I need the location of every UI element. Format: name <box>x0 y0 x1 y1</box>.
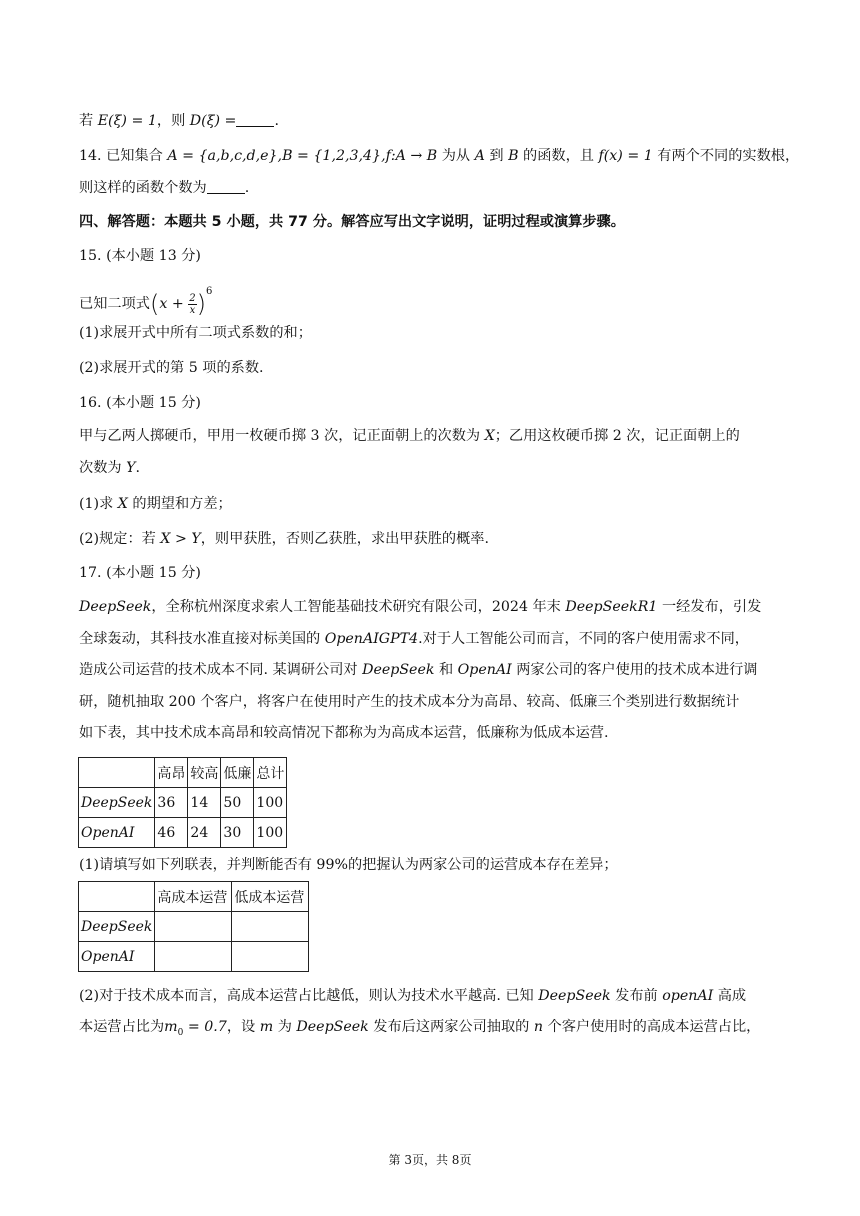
answer-blank <box>207 179 245 194</box>
math-variance: D(ξ) = <box>189 113 237 129</box>
table-row <box>79 818 287 848</box>
text: 为 <box>273 1019 297 1035</box>
table-header-cell: 低成本运营 <box>232 882 309 912</box>
text: 个客户使用时的高成本运营占比， <box>543 1019 761 1035</box>
section-four-heading: 四、解答题：本题共 5 小题，共 77 分。解答应写出文字说明，证明过程或演算步骤。 <box>79 214 625 230</box>
q17-line-3 <box>79 660 789 680</box>
text: 则这样的函数个数为 <box>79 180 207 196</box>
q15-part-1: (1)求展开式中所有二项式系数的和； <box>79 325 312 341</box>
table-row <box>79 942 309 972</box>
math-sets: A = {a,b,c,d,e},B = {1,2,3,4},f:A → B <box>167 148 438 164</box>
text: . <box>274 113 279 129</box>
q15-part-2: (2)求展开式的第 5 项的系数. <box>79 360 264 376</box>
text: 已知二项式 <box>79 296 150 312</box>
q17-part-2-line-1 <box>79 986 789 1006</box>
text: ，全称杭州深度求索人工智能基础技术研究有限公司，2024 年末 <box>151 599 566 615</box>
math-deepseekr1: DeepSeekR1 <box>565 599 658 615</box>
table-cell-empty <box>155 912 232 942</box>
q16-line-2 <box>79 458 789 478</box>
q13-tail-line <box>79 111 789 131</box>
text: 为从 <box>437 148 475 164</box>
math-B: B <box>508 148 519 164</box>
math-f: f(x) = 1 <box>598 148 653 164</box>
table-header-cell: 较高 <box>188 758 221 788</box>
q14-line-2 <box>79 178 789 198</box>
q16-line-1 <box>79 426 789 446</box>
text: ；乙用这枚硬币掷 2 次，记正面朝上的 <box>494 428 740 444</box>
math-A: A <box>474 148 485 164</box>
math-openai: openAI <box>662 988 714 1004</box>
table-cell: 14 <box>188 788 221 818</box>
math-n: n <box>533 1019 543 1035</box>
q16-part-2 <box>79 529 789 549</box>
q15-binomial-line <box>79 276 789 318</box>
contingency-table <box>78 881 309 972</box>
text: 发布后这两家公司抽取的 <box>368 1019 534 1035</box>
paren-close: ) <box>196 290 206 318</box>
text: 的期望和方差； <box>127 496 232 512</box>
q16-part-1 <box>79 494 789 514</box>
text: ，则 <box>156 113 190 129</box>
table-cell: 100 <box>254 788 287 818</box>
math-openaigpt4: OpenAIGPT4 <box>324 631 419 647</box>
text: 到 <box>484 148 509 164</box>
paren-open: ( <box>149 290 160 318</box>
q15-heading: 15. (本小题 13 分) <box>79 248 201 264</box>
table-cell: 100 <box>254 818 287 848</box>
text: 的函数，且 <box>518 148 599 164</box>
text: 14. 已知集合 <box>79 148 168 164</box>
table-cell: 46 <box>155 818 188 848</box>
table-cell-empty <box>155 942 232 972</box>
text: 发布前 <box>610 988 663 1004</box>
text: 和 <box>434 662 458 678</box>
math-deepseek: DeepSeek <box>79 599 152 615</box>
text: ，设 <box>226 1019 260 1035</box>
table-header-cell: 低廉 <box>221 758 254 788</box>
math-X: X <box>117 496 128 512</box>
text: 若 <box>79 113 98 129</box>
page-footer: 第 3页，共 8页 <box>388 1153 472 1167</box>
table-cell: 30 <box>221 818 254 848</box>
text: . <box>135 460 140 476</box>
text: 高成 <box>713 988 747 1004</box>
table-cell: 36 <box>155 788 188 818</box>
table-cell-empty <box>232 912 309 942</box>
table-cell: OpenAI <box>79 818 155 848</box>
math-deepseek: DeepSeek <box>296 1019 369 1035</box>
table-header-cell: 高成本运营 <box>155 882 232 912</box>
text: 有两个不同的实数根， <box>652 148 800 164</box>
table-cell <box>79 882 155 912</box>
table-cell: 24 <box>188 818 221 848</box>
math-m0: m <box>164 1019 178 1035</box>
q17-heading: 17. (本小题 15 分) <box>79 565 201 581</box>
text: 全球轰动，其科技水准直接对标美国的 <box>79 631 325 647</box>
exponent: 6 <box>206 286 213 297</box>
fraction-denominator: x <box>189 304 196 316</box>
q16-heading: 16. (本小题 15 分) <box>79 395 201 411</box>
table-cell: DeepSeek <box>79 788 155 818</box>
text: .对于人工智能公司而言，不同的客户使用需求不同， <box>418 631 749 647</box>
q17-part-1: (1)请填写如下列联表，并判断能否有 99%的把握认为两家公司的运营成本存在差异； <box>79 857 618 873</box>
text: (2)规定：若 <box>79 531 161 547</box>
q14-line-1 <box>79 146 800 166</box>
q17-line-4: 研，随机抽取 200 个客户，将客户在使用时产生的技术成本分为高昂、较高、低廉三个类别进行数据统计 <box>79 694 740 710</box>
table-header-cell: 总计 <box>254 758 287 788</box>
table-header-row <box>79 882 309 912</box>
math-deepseek: DeepSeek <box>362 662 435 678</box>
table-header-row <box>79 758 287 788</box>
text: ，则甲获胜，否则乙获胜，求出甲获胜的概率. <box>200 531 489 547</box>
answer-blank <box>236 112 274 127</box>
text: 本运营占比为 <box>79 1019 165 1035</box>
table-cell <box>79 758 155 788</box>
text: 两家公司的客户使用的技术成本进行调 <box>511 662 758 678</box>
fraction-numerator: 2 <box>189 292 196 304</box>
text: 造成公司运营的技术成本不同. 某调研公司对 <box>79 662 363 678</box>
math-value: = 0.7 <box>183 1019 227 1035</box>
table-row <box>79 788 287 818</box>
text: 次数为 <box>79 460 127 476</box>
math-openai: OpenAI <box>457 662 512 678</box>
table-row <box>79 912 309 942</box>
q17-part-2-line-2 <box>79 1017 789 1043</box>
cost-table <box>78 757 287 848</box>
table-cell: 50 <box>221 788 254 818</box>
table-cell: DeepSeek <box>79 912 155 942</box>
fraction <box>188 293 196 316</box>
math-expectation: E(ξ) = 1 <box>97 113 157 129</box>
math-X: X <box>484 428 495 444</box>
q17-line-1 <box>79 597 789 617</box>
math-Y: Y <box>126 460 136 476</box>
table-cell-empty <box>232 942 309 972</box>
table-cell: OpenAI <box>79 942 155 972</box>
text: 一经发布，引发 <box>657 599 762 615</box>
q17-line-2 <box>79 629 789 649</box>
q17-line-5: 如下表，其中技术成本高昂和较高情况下都称为为高成本运营，低廉称为低成本运营. <box>79 725 609 741</box>
math-x-plus: x + <box>159 296 184 312</box>
math-deepseek: DeepSeek <box>538 988 611 1004</box>
math-X-gt-Y: X > Y <box>160 531 201 547</box>
table-header-cell: 高昂 <box>155 758 188 788</box>
text: (2)对于技术成本而言，高成本运营占比越低，则认为技术水平越高. 已知 <box>79 988 539 1004</box>
math-m: m <box>259 1019 274 1035</box>
text: 甲与乙两人掷硬币，甲用一枚硬币掷 3 次，记正面朝上的次数为 <box>79 428 485 444</box>
text: (1)求 <box>79 496 118 512</box>
text: . <box>244 180 250 196</box>
subscript: 0 <box>177 1027 184 1038</box>
